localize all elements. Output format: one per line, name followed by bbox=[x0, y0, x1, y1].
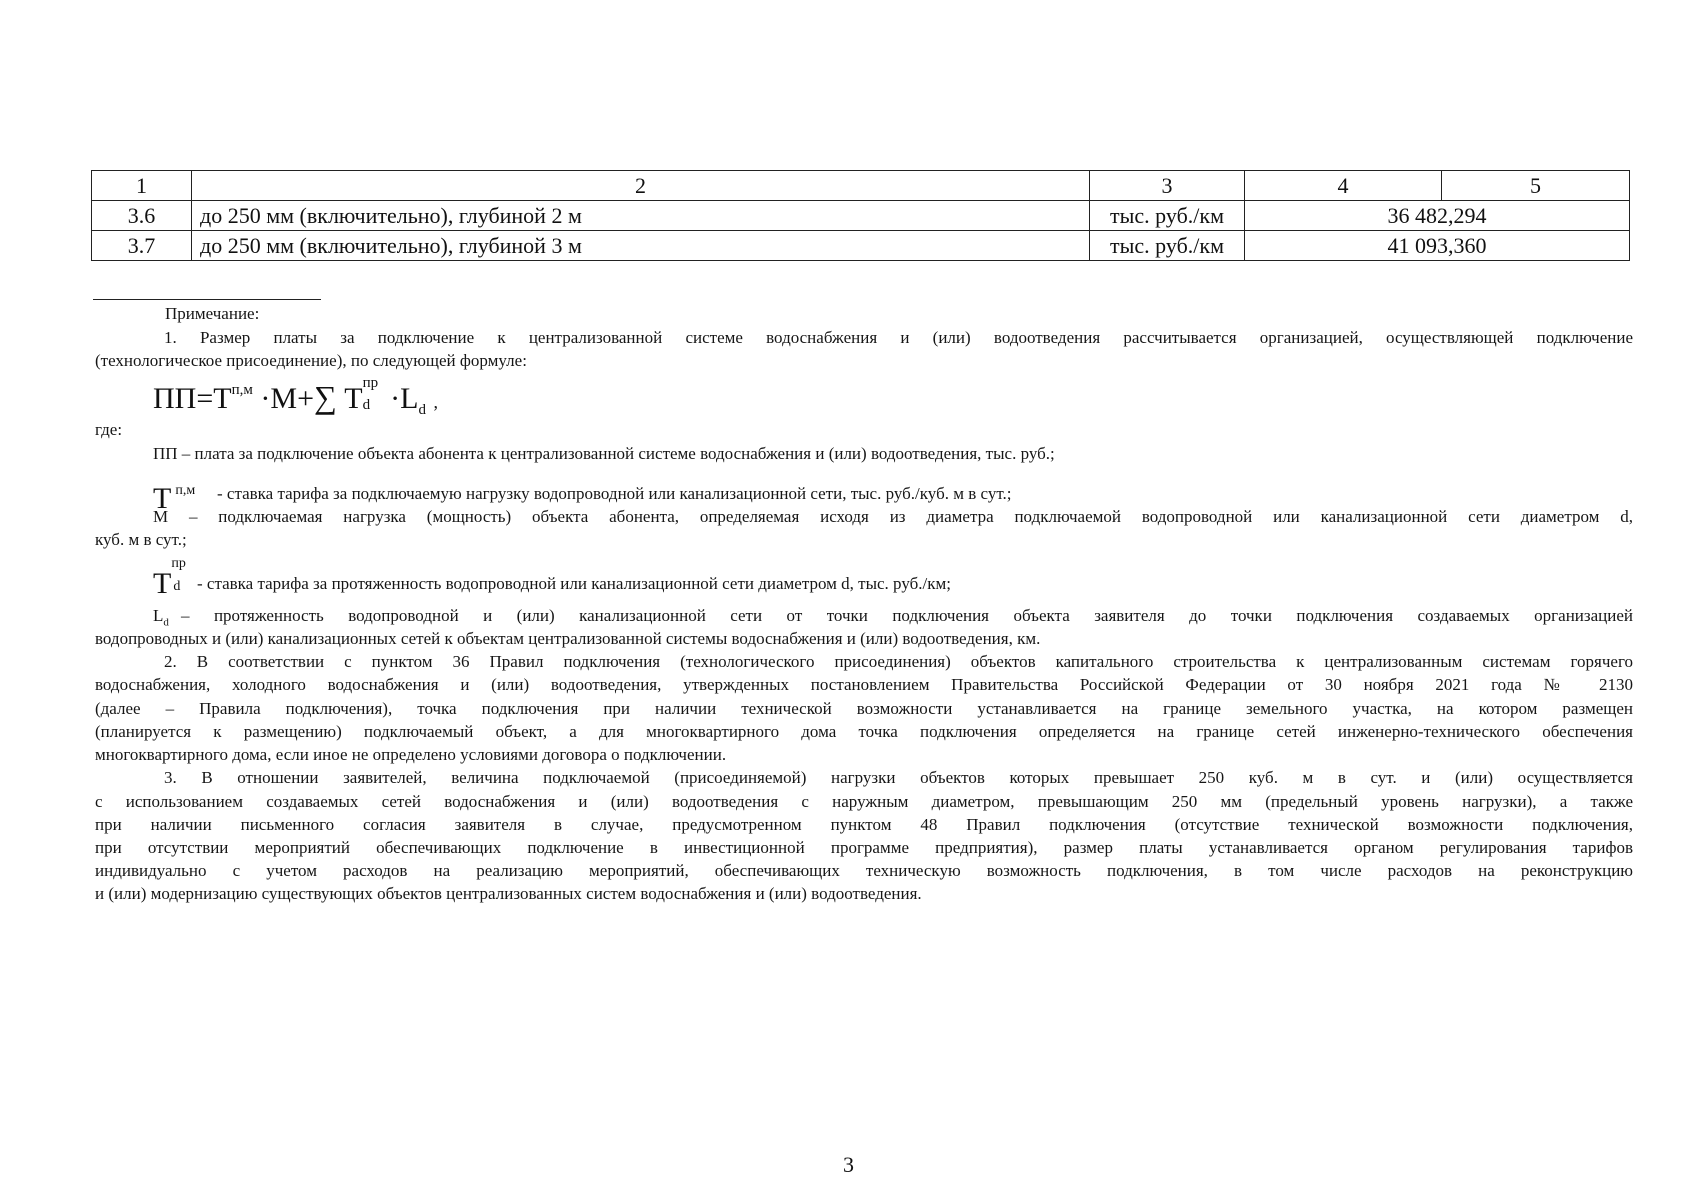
note-title: Примечание: bbox=[165, 304, 260, 323]
formula-l-sub: d bbox=[418, 402, 426, 418]
footnote-divider bbox=[93, 299, 321, 300]
note-2-line: (далее – Правила подключения), точка подключения при наличии технической возможности устанавливается на границе земельного участка, на котором размещен bbox=[95, 699, 1633, 718]
formula-l: L bbox=[400, 382, 419, 415]
definition-td-text: - ставка тарифа за протяженность водопроводной или канализационной сети диаметром d, тыс. руб./км; bbox=[197, 574, 951, 593]
note-2-line: многоквартирного дома, если иное не определено условиями договора о подключении. bbox=[95, 745, 727, 764]
formula-t: Т bbox=[213, 382, 232, 415]
row-description: до 250 мм (включительно), глубиной 2 м bbox=[192, 201, 1090, 231]
note-3-line: с использованием создаваемых сетей водоснабжения и (или) водоотведения с наружным диаметром, превышающим 250 мм (предельный уровень нагрузки), а также bbox=[95, 792, 1633, 811]
note-2-line: (планируется к размещению) подключаемый объект, а для многоквартирного дома точка подключения определяется на границе сетей инженерно-технического обеспечения bbox=[95, 722, 1633, 741]
note-3-line: индивидуально с учетом расходов на реализацию мероприятий, обеспечивающих техническую возможность подключения, в том числе расходов на реконструкцию bbox=[95, 861, 1633, 880]
header-cell-4: 4 bbox=[1245, 171, 1442, 201]
formula-tail: , bbox=[433, 392, 438, 412]
formula-equals: = bbox=[196, 382, 214, 415]
note-3-line: при отсутствии мероприятий обеспечивающих подключение в инвестиционной программе предприятия), размер платы устанавливается органом регулирования тарифов bbox=[95, 838, 1633, 857]
note-2-line: водоснабжения, холодного водоснабжения и (или) водоотведения, утвержденных постановлением Правительства Российской Федерации от 30 ноября 2021 года № 2130 bbox=[95, 675, 1633, 694]
note-3-line: и (или) модернизацию существующих объектов централизованных систем водоснабжения и (или) водоотведения. bbox=[95, 884, 922, 903]
header-cell-1: 1 bbox=[92, 171, 192, 201]
row-unit: тыс. руб./км bbox=[1090, 231, 1245, 261]
formula-lhs: ПП bbox=[153, 382, 197, 415]
ld-symbol: L bbox=[153, 606, 164, 625]
row-unit: тыс. руб./км bbox=[1090, 201, 1245, 231]
header-cell-5: 5 bbox=[1442, 171, 1630, 201]
formula-t-sup: п,м bbox=[231, 382, 253, 398]
formula-plus: + bbox=[297, 382, 314, 415]
note-3-line: при наличии письменного согласия заявителя в случае, предусмотренном пунктом 48 Правил подключения (отсутствие технической возможности подключения, bbox=[95, 815, 1633, 834]
page-number: 3 bbox=[843, 1152, 854, 1177]
formula-td: Т bbox=[344, 382, 363, 415]
td-symbol-sup: пр bbox=[171, 556, 186, 571]
note-2-line: 2. В соответствии с пунктом 36 Правил подключения (технологического присоединения) объектов капитального строительства к централизованным системам горячего bbox=[164, 652, 1633, 671]
note-1-line-1: 1. Размер платы за подключение к централизованной системе водоснабжения и (или) водоотведения рассчитывается организацией, осуществляющей подключение bbox=[164, 328, 1633, 347]
t-symbol: Т bbox=[153, 482, 172, 515]
header-cell-3: 3 bbox=[1090, 171, 1245, 201]
row-value: 36 482,294 bbox=[1245, 201, 1630, 231]
table-row bbox=[92, 231, 1630, 261]
row-description: до 250 мм (включительно), глубиной 3 м bbox=[192, 231, 1090, 261]
table-header-row bbox=[92, 171, 1630, 201]
definition-m-line-2: куб. м в сут.; bbox=[95, 530, 187, 549]
definition-pp: ПП – плата за подключение объекта абонента к централизованной системе водоснабжения и (или) водоотведения, тыс. руб.; bbox=[153, 444, 1055, 463]
definition-m-line-1: М – подключаемая нагрузка (мощность) объекта абонента, определяемая исходя из диаметра подключаемой водопроводной или канализационной сети диаметром d, bbox=[153, 507, 1633, 526]
definition-ld-line-2: водопроводных и (или) канализационных сетей к объектам централизованной системы водоснабжения и (или) водоотведения, км. bbox=[95, 629, 1041, 648]
formula-td-indices bbox=[362, 375, 383, 413]
definition-t-text: - ставка тарифа за подключаемую нагрузку водопроводной или канализационной сети, тыс. руб./куб. м в сут.; bbox=[217, 484, 1012, 503]
formula-td-sub: d bbox=[362, 397, 371, 413]
table-row bbox=[92, 201, 1630, 231]
definition-td-symbol bbox=[153, 556, 191, 600]
where-label: где: bbox=[95, 420, 123, 439]
td-symbol: Т bbox=[153, 567, 172, 600]
formula-dot: · bbox=[260, 382, 271, 415]
formula-dot-2: · bbox=[390, 382, 401, 415]
row-number: 3.6 bbox=[92, 201, 192, 231]
formula-td-sup: пр bbox=[362, 375, 379, 391]
header-cell-2: 2 bbox=[192, 171, 1090, 201]
t-symbol-sup: п,м bbox=[175, 483, 196, 498]
formula-m: М bbox=[270, 382, 298, 415]
definition-ld-line-1: – протяженность водопроводной и (или) канализационной сети от точки подключения объекта заявителя до точки подключения создаваемых организацией bbox=[181, 606, 1633, 625]
td-symbol-indices bbox=[171, 556, 191, 594]
formula-sum: ∑ bbox=[313, 379, 337, 415]
note-3-line: 3. В отношении заявителей, величина подключаемой (присоединяемой) нагрузки объектов которых превышает 250 куб. м в сут. и (или) осуществляется bbox=[164, 768, 1633, 787]
row-number: 3.7 bbox=[92, 231, 192, 261]
ld-symbol-sub: d bbox=[163, 616, 169, 629]
tariff-table bbox=[91, 170, 1630, 261]
td-symbol-sub: d bbox=[173, 579, 181, 594]
note-1-line-2: (технологическое присоединение), по следующей формуле: bbox=[95, 351, 527, 370]
row-value: 41 093,360 bbox=[1245, 231, 1630, 261]
